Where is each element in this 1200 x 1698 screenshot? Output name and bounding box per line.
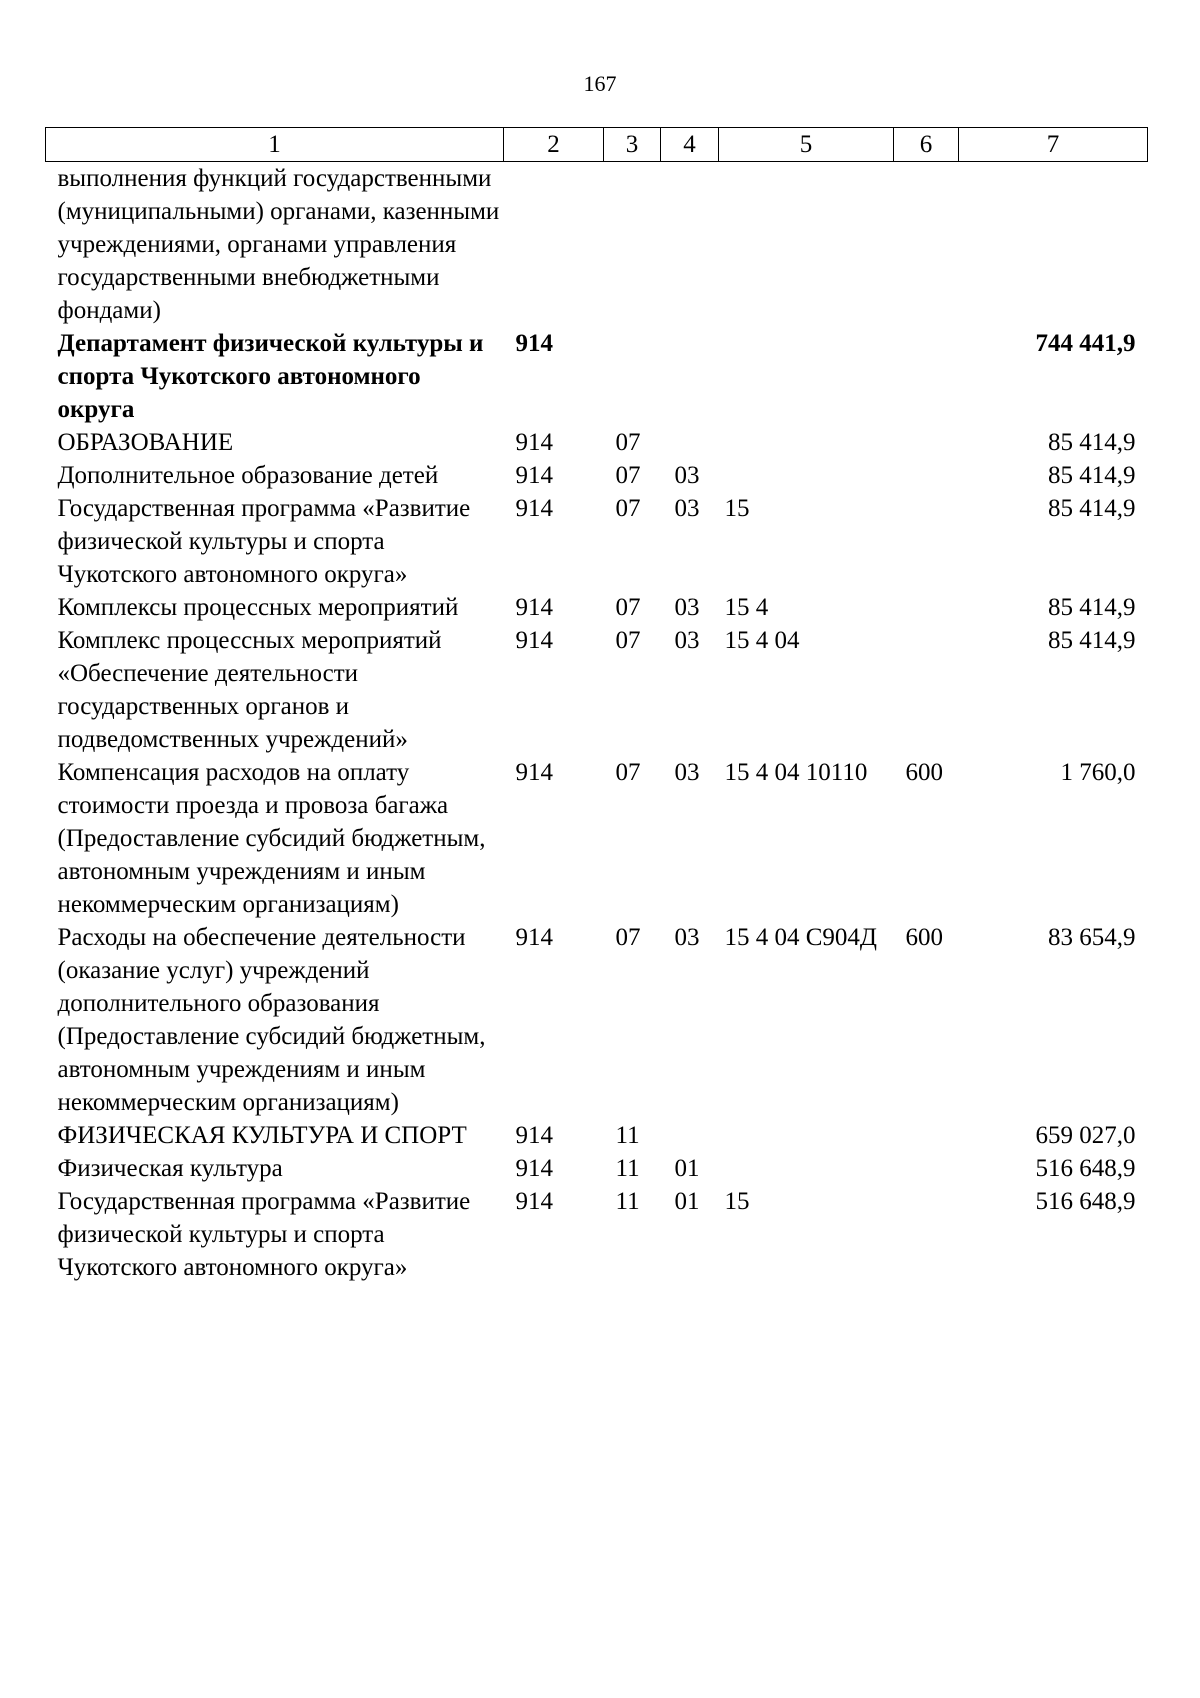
row-expense-type-code xyxy=(894,492,959,591)
row-section-code xyxy=(604,162,661,328)
row-subsection-code: 01 xyxy=(674,1188,700,1215)
row-target-article-code: 15 4 xyxy=(724,594,769,621)
row-name: Компенсация расходов на оплату стоимости проезда и провоза багажа (Предоставление субсидий бюджетным, автономным учреждениям и иным некоммерческим организациям) xyxy=(57,759,486,918)
row-amount: 85 414,9 xyxy=(1048,627,1136,654)
row-expense-type-code xyxy=(894,1119,959,1152)
table-row xyxy=(46,1152,1148,1185)
row-section-code: 07 xyxy=(615,462,641,489)
row-ved-code: 914 xyxy=(515,627,553,654)
row-section-code: 07 xyxy=(615,924,641,951)
row-section-code: 11 xyxy=(615,1122,640,1149)
row-expense-type-code xyxy=(894,591,959,624)
row-ved-code: 914 xyxy=(515,495,553,522)
row-amount: 516 648,9 xyxy=(1035,1188,1136,1215)
row-amount xyxy=(959,162,1148,328)
row-subsection-code: 01 xyxy=(674,1155,700,1182)
row-target-article-code: 15 xyxy=(724,1188,750,1215)
row-amount: 85 414,9 xyxy=(1048,594,1136,621)
row-name: Дополнительное образование детей xyxy=(57,462,439,489)
row-name: Государственная программа «Развитие физической культуры и спорта Чукотского автономного округа» xyxy=(57,1188,471,1281)
row-section-code xyxy=(604,327,661,426)
row-ved-code: 914 xyxy=(515,1155,553,1182)
row-amount: 83 654,9 xyxy=(1048,924,1136,951)
row-amount: 85 414,9 xyxy=(1048,429,1136,456)
row-ved-code: 914 xyxy=(515,759,553,786)
row-name: Комплекс процессных мероприятий «Обеспечение деятельности государственных органов и подведомственных учреждений» xyxy=(57,627,442,753)
column-header: 7 xyxy=(959,128,1148,162)
row-amount: 659 027,0 xyxy=(1035,1122,1136,1149)
row-expense-type-code xyxy=(894,1152,959,1185)
row-target-article-code: 15 4 04 С904Д xyxy=(724,924,877,951)
table-row xyxy=(46,327,1148,426)
row-subsection-code: 03 xyxy=(674,594,700,621)
row-section-code: 07 xyxy=(615,495,641,522)
row-expense-type-code: 600 xyxy=(905,924,943,951)
row-subsection-code: 03 xyxy=(674,495,700,522)
table-row xyxy=(46,492,1148,591)
row-ved-code xyxy=(504,162,604,328)
row-name: Комплексы процессных мероприятий xyxy=(57,594,459,621)
row-section-code: 07 xyxy=(615,627,641,654)
row-name: Департамент физической культуры и спорта Чукотского автономного округа xyxy=(57,330,484,423)
row-subsection-code xyxy=(661,426,719,459)
row-amount: 1 760,0 xyxy=(1060,759,1136,786)
table-row xyxy=(46,459,1148,492)
row-subsection-code xyxy=(661,162,719,328)
row-target-article-code xyxy=(719,459,894,492)
row-subsection-code: 03 xyxy=(674,627,700,654)
row-section-code: 07 xyxy=(615,759,641,786)
row-amount: 85 414,9 xyxy=(1048,495,1136,522)
row-expense-type-code: 600 xyxy=(905,759,943,786)
table-row xyxy=(46,426,1148,459)
budget-table xyxy=(45,127,1148,1284)
row-subsection-code xyxy=(661,327,719,426)
row-amount: 744 441,9 xyxy=(1035,330,1136,357)
row-name: ОБРАЗОВАНИЕ xyxy=(57,429,234,456)
page-number: 167 xyxy=(583,71,617,96)
row-section-code: 11 xyxy=(615,1188,640,1215)
row-expense-type-code xyxy=(894,162,959,328)
row-subsection-code xyxy=(661,1119,719,1152)
row-section-code: 11 xyxy=(615,1155,640,1182)
row-ved-code: 914 xyxy=(515,1188,553,1215)
column-header: 1 xyxy=(46,128,504,162)
row-target-article-code xyxy=(719,1152,894,1185)
row-ved-code: 914 xyxy=(515,462,553,489)
table-row xyxy=(46,921,1148,1119)
header-row xyxy=(46,128,1148,162)
row-target-article-code xyxy=(719,1119,894,1152)
column-header: 2 xyxy=(504,128,604,162)
row-ved-code: 914 xyxy=(515,924,553,951)
row-ved-code: 914 xyxy=(515,594,553,621)
row-subsection-code: 03 xyxy=(674,462,700,489)
row-name: Расходы на обеспечение деятельности (оказание услуг) учреждений дополнительного образования (Предоставление субсидий бюджетным, автономным учреждениям и иным некоммерческим организациям) xyxy=(57,924,486,1116)
table-row xyxy=(46,1119,1148,1152)
row-name: Государственная программа «Развитие физической культуры и спорта Чукотского автономного округа» xyxy=(57,495,471,588)
row-target-article-code xyxy=(719,162,894,328)
row-subsection-code: 03 xyxy=(674,924,700,951)
row-expense-type-code xyxy=(894,459,959,492)
table-row xyxy=(46,756,1148,921)
column-header: 6 xyxy=(894,128,959,162)
table-row xyxy=(46,1185,1148,1284)
row-name: выполнения функций государственными (муниципальными) органами, казенными учреждениями, органами управления государственными внебюджетными фондами) xyxy=(57,165,500,324)
column-header: 3 xyxy=(604,128,661,162)
row-name: ФИЗИЧЕСКАЯ КУЛЬТУРА И СПОРТ xyxy=(57,1122,467,1149)
row-subsection-code: 03 xyxy=(674,759,700,786)
row-ved-code: 914 xyxy=(515,330,553,357)
column-header: 4 xyxy=(661,128,719,162)
table-row xyxy=(46,162,1148,328)
row-amount: 516 648,9 xyxy=(1035,1155,1136,1182)
row-expense-type-code xyxy=(894,1185,959,1284)
table-body xyxy=(46,162,1148,1285)
row-expense-type-code xyxy=(894,624,959,756)
row-target-article-code xyxy=(719,327,894,426)
table-row xyxy=(46,591,1148,624)
row-section-code: 07 xyxy=(615,594,641,621)
row-expense-type-code xyxy=(894,327,959,426)
row-target-article-code xyxy=(719,426,894,459)
row-expense-type-code xyxy=(894,426,959,459)
row-target-article-code: 15 4 04 10110 xyxy=(724,759,868,786)
row-ved-code: 914 xyxy=(515,429,553,456)
column-header: 5 xyxy=(719,128,894,162)
row-amount: 85 414,9 xyxy=(1048,462,1136,489)
row-target-article-code: 15 xyxy=(724,495,750,522)
row-ved-code: 914 xyxy=(515,1122,553,1149)
row-target-article-code: 15 4 04 xyxy=(724,627,800,654)
row-section-code: 07 xyxy=(615,429,641,456)
row-name: Физическая культура xyxy=(57,1155,283,1182)
table-row xyxy=(46,624,1148,756)
